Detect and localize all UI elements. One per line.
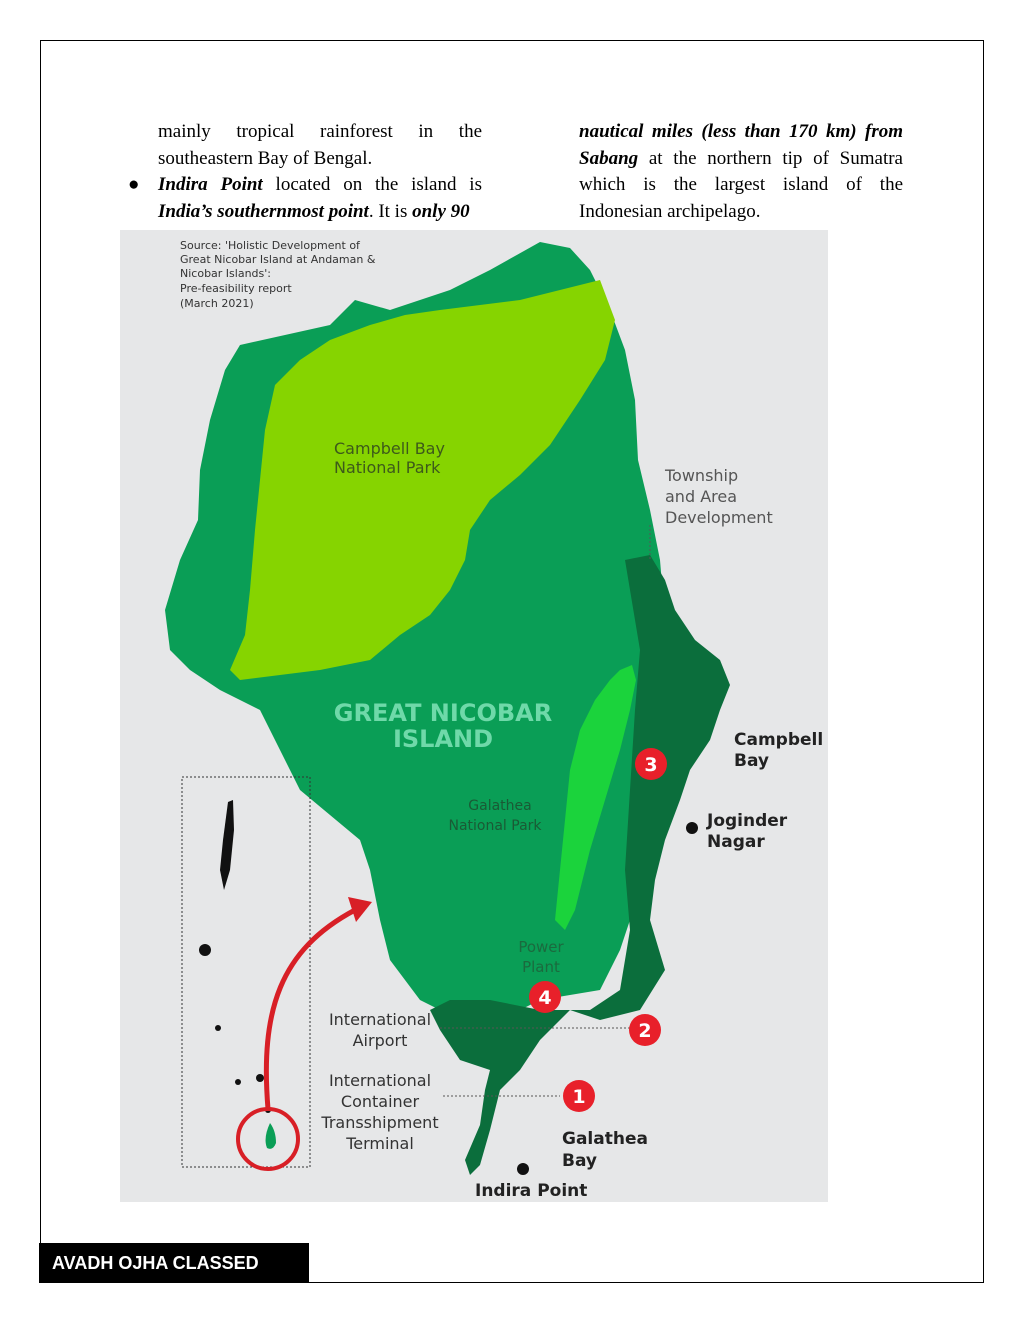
it-is-text: . It is bbox=[368, 200, 413, 222]
sabang-term: Sabang bbox=[579, 147, 639, 169]
source-line-1: Source: 'Holistic Development of bbox=[180, 239, 360, 252]
campbell-bay-line-1: Campbell bbox=[734, 730, 824, 750]
airport-line-2: Airport bbox=[352, 1031, 408, 1050]
marker-4 bbox=[529, 981, 561, 1013]
sumatra-text: at the northern tip of Sumatra which is the largest island of the Indonesian archipelago. bbox=[579, 147, 903, 222]
footer-badge bbox=[39, 1243, 309, 1283]
right-text-column bbox=[579, 119, 903, 225]
bullet-icon: ● bbox=[128, 174, 140, 195]
joginder-line-1: Joginder bbox=[707, 811, 788, 831]
bullet-indira-point bbox=[128, 172, 482, 225]
terminal-line-1: International bbox=[328, 1071, 432, 1090]
power-plant-line-2: Plant bbox=[522, 958, 560, 976]
marker-3-label: 3 bbox=[644, 754, 658, 776]
terminal-line-2: Container bbox=[340, 1092, 420, 1111]
airport-line-1: International bbox=[328, 1010, 432, 1029]
source-line-4: Pre-feasibility report bbox=[180, 282, 292, 295]
township-line-3: Development bbox=[665, 508, 773, 527]
only-90-term: only 90 bbox=[412, 200, 470, 222]
power-plant-line-1: Power bbox=[518, 938, 564, 956]
paragraph-sabang bbox=[579, 119, 903, 225]
great-nicobar-map bbox=[120, 230, 828, 1202]
township-line-2: and Area bbox=[665, 487, 738, 506]
marker-2 bbox=[629, 1014, 661, 1046]
source-line-2: Great Nicobar Island at Andaman & bbox=[180, 253, 376, 266]
marker-3 bbox=[635, 748, 667, 780]
nautical-miles-term: nautical miles (less than 170 km) from bbox=[579, 121, 903, 142]
left-text-column bbox=[128, 119, 482, 225]
southernmost-term: India’s southernmost point bbox=[158, 200, 369, 222]
campbell-bay-line-2: Bay bbox=[734, 751, 769, 771]
located-text: located on the island is bbox=[262, 174, 482, 195]
indira-point-term: Indira Point bbox=[158, 174, 263, 195]
island-name-line-2: ISLAND bbox=[392, 725, 494, 753]
island-name-line-1: GREAT NICOBAR bbox=[333, 699, 553, 727]
campbell-bay-np-label bbox=[334, 439, 445, 477]
joginder-nagar-dot bbox=[686, 822, 698, 834]
marker-4-label: 4 bbox=[538, 987, 552, 1009]
terminal-line-4: Terminal bbox=[346, 1134, 414, 1153]
paragraph-rainforest: mainly tropical rainforest in the southeastern Bay of Bengal. bbox=[158, 121, 482, 169]
marker-1-label: 1 bbox=[572, 1086, 586, 1108]
galathea-bay-line-2: Bay bbox=[562, 1151, 597, 1171]
joginder-line-2: Nagar bbox=[707, 832, 765, 852]
galathea-bay-line-1: Galathea bbox=[562, 1129, 648, 1149]
source-line-5: (March 2021) bbox=[180, 297, 254, 310]
marker-2-label: 2 bbox=[638, 1020, 652, 1042]
campbell-np-line-1: Campbell Bay bbox=[334, 439, 445, 458]
footer-label: AVADH OJHA CLASSED bbox=[52, 1253, 259, 1273]
terminal-line-3: Transshipment bbox=[321, 1113, 439, 1132]
indira-point-label: Indira Point bbox=[475, 1181, 588, 1201]
galathea-np-line-1: Galathea bbox=[468, 798, 532, 814]
galathea-np-line-2: National Park bbox=[448, 818, 542, 834]
marker-1 bbox=[563, 1080, 595, 1112]
campbell-np-line-2: National Park bbox=[334, 458, 441, 477]
township-line-1: Township bbox=[665, 466, 739, 485]
indira-point-dot bbox=[517, 1163, 529, 1175]
source-line-3: Nicobar Islands': bbox=[180, 267, 271, 280]
